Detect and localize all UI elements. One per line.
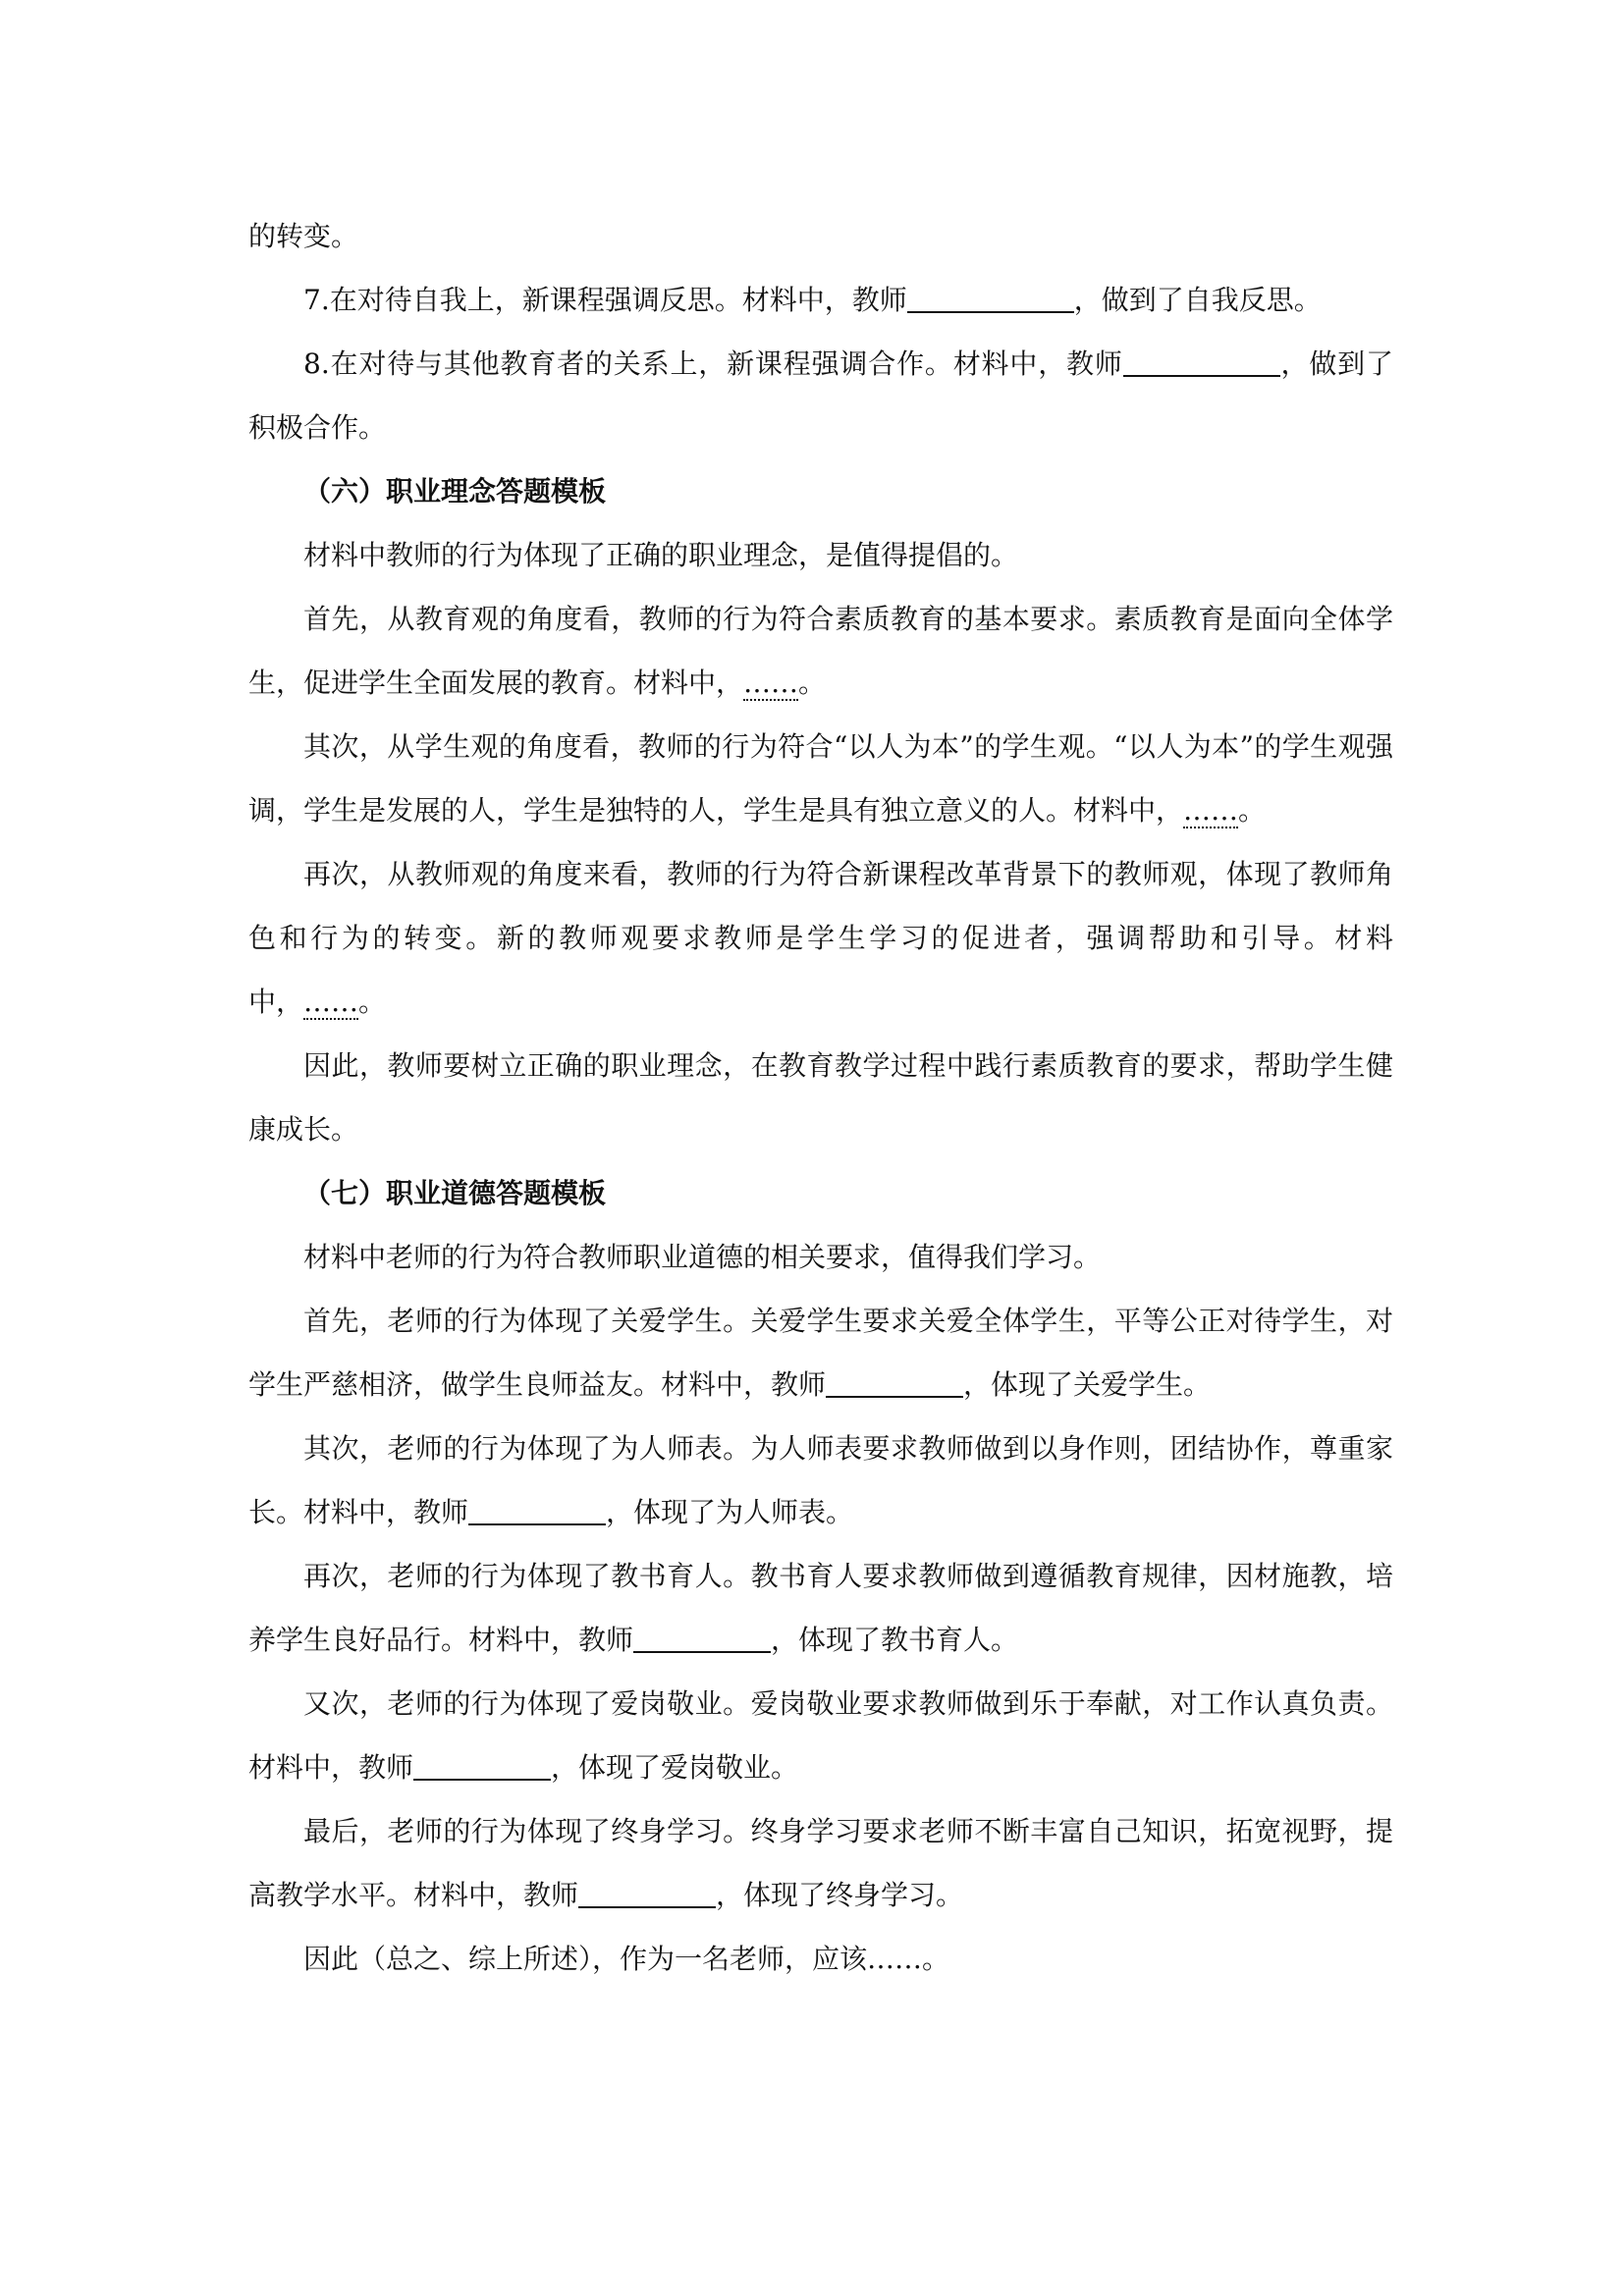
text-fragment: 其次，老师的行为体现了为人师表。为人师表要求教师做到以身作则，团结协作，尊重家长。材料中，教师 — [248, 1432, 1393, 1528]
text-fragment: 7.在对待自我上，新课程强调反思。材料中，教师 — [303, 284, 907, 316]
text-fragment: 首先，老师的行为体现了关爱学生。关爱学生要求关爱全体学生，平等公正对待学生，对学生严慈相济，做学生良师益友。材料中，教师 — [248, 1305, 1393, 1401]
text-fragment: 再次，老师的行为体现了教书育人。教书育人要求教师做到遵循教育规律，因材施教，培养学生良好品行。材料中，教师 — [248, 1560, 1393, 1656]
text-fragment: 8.在对待与其他教育者的关系上，新课程强调合作。材料中，教师 — [303, 347, 1123, 380]
ellipsis-mark: …… — [1183, 794, 1239, 827]
fill-in-blank — [468, 1493, 606, 1525]
text-fragment: ，体现了教书育人。 — [771, 1624, 1019, 1656]
section7-point-4 — [248, 1672, 1393, 1799]
text-fragment: 最后，老师的行为体现了终身学习。终身学习要求老师不断丰富自己知识，拓宽视野，提高教学水平。材料中，教师 — [248, 1815, 1393, 1911]
fill-in-blank — [1123, 345, 1280, 377]
item-8 — [248, 332, 1393, 459]
text-fragment: ，体现了为人师表。 — [606, 1496, 854, 1528]
section6-second — [248, 715, 1393, 842]
text-fragment: ，做到了自我反思。 — [1073, 284, 1322, 316]
continued-line — [248, 204, 1393, 268]
ellipsis-mark: …… — [303, 986, 359, 1018]
item-7 — [248, 268, 1393, 332]
fill-in-blank — [578, 1876, 716, 1908]
text-fragment: 其次，从学生观的角度看，教师的行为符合“以人为本”的学生观。“以人为本”的学生观强调，学生是发展的人，学生是独特的人，学生是具有独立意义的人。材料中， — [248, 730, 1393, 827]
fill-in-blank — [907, 281, 1074, 313]
section6-first — [248, 587, 1393, 715]
section7-point-5 — [248, 1799, 1393, 1927]
text-fragment: 的转变。 — [248, 220, 359, 252]
section7-point-2 — [248, 1416, 1393, 1544]
section7-point-3 — [248, 1544, 1393, 1672]
section7-conclusion: 因此（总之、综上所述），作为一名老师，应该……。 — [303, 1943, 950, 1975]
fill-in-blank — [413, 1748, 551, 1781]
text-fragment: 首先，从教育观的角度看，教师的行为符合素质教育的基本要求。素质教育是面向全体学生，促进学生全面发展的教育。材料中， — [248, 603, 1393, 699]
text-fragment: ，体现了爱岗敬业。 — [551, 1751, 799, 1784]
text-fragment: 再次，从教师观的角度来看，教师的行为符合新课程改革背景下的教师观，体现了教师角色和行为的转变。新的教师观要求教师是学生学习的促进者，强调帮助和引导。材料中， — [248, 858, 1393, 1018]
text-fragment: ，体现了关爱学生。 — [963, 1368, 1212, 1401]
section6-third — [248, 842, 1393, 1034]
text-fragment: ，体现了终身学习。 — [716, 1879, 964, 1911]
text-fragment: 。 — [358, 986, 387, 1018]
text-fragment: ，做到了积极合作。 — [248, 347, 1393, 444]
fill-in-blank — [633, 1621, 771, 1653]
section-heading-7: （七）职业道德答题模板 — [303, 1177, 607, 1209]
text-fragment: 。 — [1238, 794, 1267, 827]
section7-intro: 材料中老师的行为符合教师职业道德的相关要求，值得我们学习。 — [303, 1241, 1102, 1273]
fill-in-blank — [826, 1365, 963, 1398]
document-body — [248, 204, 1393, 1991]
section7-point-1 — [248, 1289, 1393, 1416]
text-fragment: 又次，老师的行为体现了爱岗敬业。爱岗敬业要求教师做到乐于奉献，对工作认真负责。材料中，教师 — [248, 1687, 1393, 1784]
section6-conclusion: 因此，教师要树立正确的职业理念，在教育教学过程中践行素质教育的要求，帮助学生健康成长。 — [248, 1049, 1393, 1146]
section6-intro: 材料中教师的行为体现了正确的职业理念，是值得提倡的。 — [303, 539, 1019, 571]
ellipsis-mark: …… — [743, 667, 799, 699]
section-heading-6: （六）职业理念答题模板 — [303, 475, 607, 507]
text-fragment: 。 — [798, 667, 827, 699]
